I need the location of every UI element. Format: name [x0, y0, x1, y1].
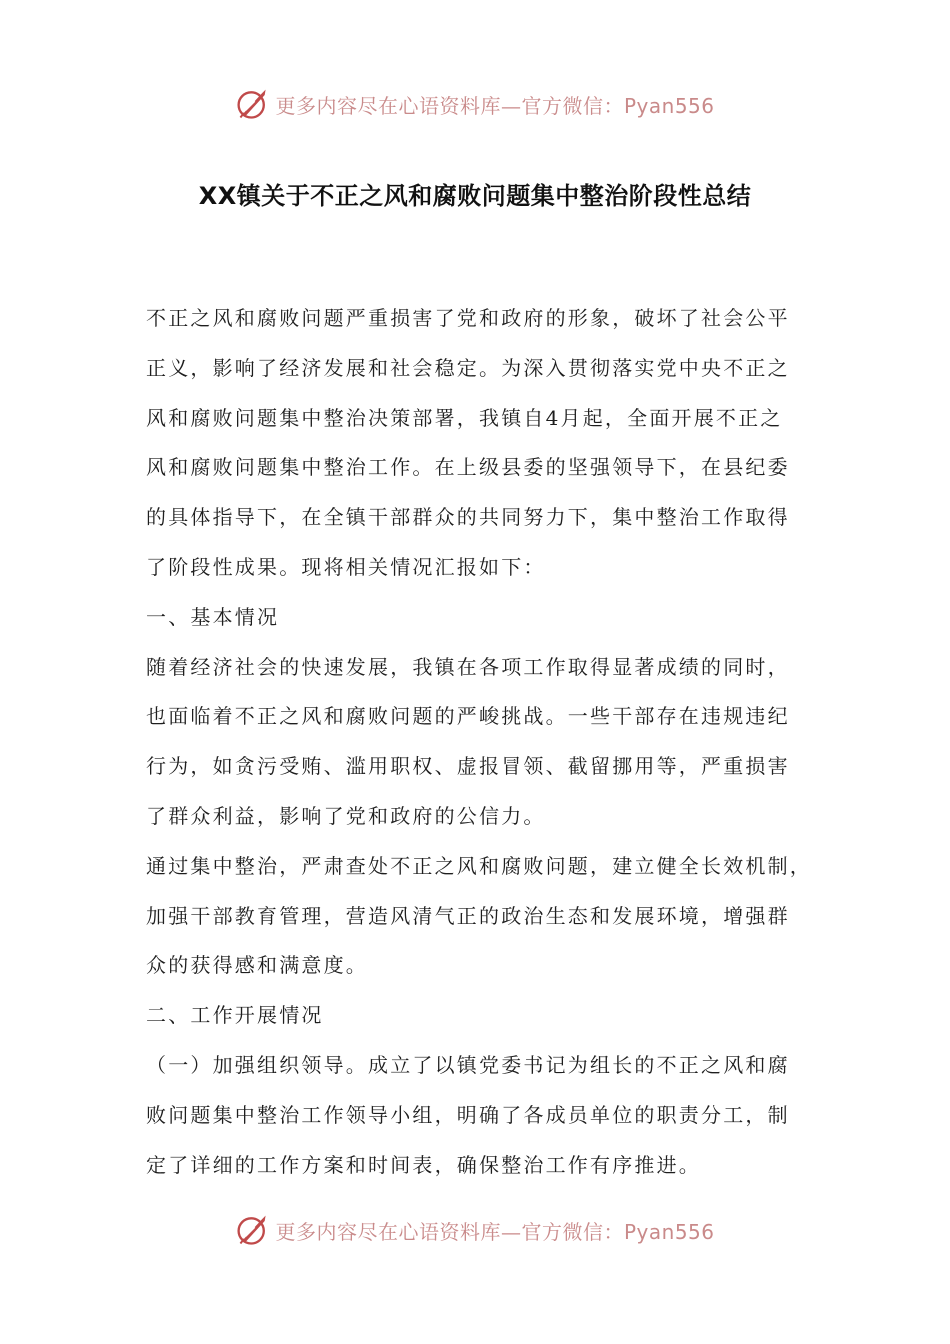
- body-line: 定了详细的工作方案和时间表，确保整治工作有序推进。: [146, 1152, 701, 1177]
- watermark-wechat-id: Pyan556: [623, 1219, 715, 1244]
- watermark-text: 更多内容尽在心语资料库—官方微信：Pyan556: [275, 1219, 715, 1244]
- body-line: 通过集中整治，严肃查处不正之风和腐败问题，建立健全长效机制，: [146, 853, 812, 878]
- body-line: 随着经济社会的快速发展，我镇在各项工作取得显著成绩的同时，: [146, 654, 790, 679]
- watermark-footer: [0, 1208, 950, 1252]
- body-line: （一）加强组织领导。成立了以镇党委书记为组长的不正之风和腐: [146, 1052, 790, 1077]
- body-line: 风和腐败问题集中整治工作。在上级县委的坚强领导下，在县纪委: [146, 455, 790, 480]
- section-heading-work: 二、工作开展情况: [146, 1003, 324, 1028]
- body-line: 不正之风和腐败问题严重损害了党和政府的形象，破坏了社会公平: [146, 306, 790, 330]
- body-line: 众的获得感和满意度。: [146, 953, 368, 978]
- body-line: 正义，影响了经济发展和社会稳定。为深入贯彻落实党中央不正之: [146, 355, 790, 380]
- body-line: 行为，如贪污受贿、滥用职权、虚报冒领、截留挪用等，严重损害: [146, 754, 790, 779]
- document-title: XX镇关于不正之风和腐败问题集中整治阶段性总结: [198, 182, 752, 210]
- watermark-text: 更多内容尽在心语资料库—官方微信：Pyan556: [275, 93, 715, 118]
- quill-pen-logo-icon: [235, 86, 271, 122]
- body-line: 加强干部教育管理，营造风清气正的政治生态和发展环境，增强群: [146, 903, 790, 928]
- body-line: 的具体指导下，在全镇干部群众的共同努力下，集中整治工作取得: [146, 505, 790, 530]
- watermark-wechat-id: Pyan556: [623, 93, 715, 118]
- watermark-header: [0, 82, 950, 126]
- body-line: 风和腐败问题集中整治决策部署，我镇自4月起，全面开展不正之: [146, 405, 783, 430]
- body-line: 败问题集中整治工作领导小组，明确了各成员单位的职责分工，制: [146, 1102, 790, 1127]
- body-line: 了阶段性成果。现将相关情况汇报如下：: [146, 554, 546, 579]
- quill-pen-logo-icon: [235, 1212, 271, 1248]
- body-line: 也面临着不正之风和腐败问题的严峻挑战。一些干部存在违规违纪: [146, 704, 790, 729]
- section-heading-basic: 一、基本情况: [146, 604, 280, 629]
- document-body: [146, 294, 816, 1190]
- body-line: 了群众利益，影响了党和政府的公信力。: [146, 803, 546, 828]
